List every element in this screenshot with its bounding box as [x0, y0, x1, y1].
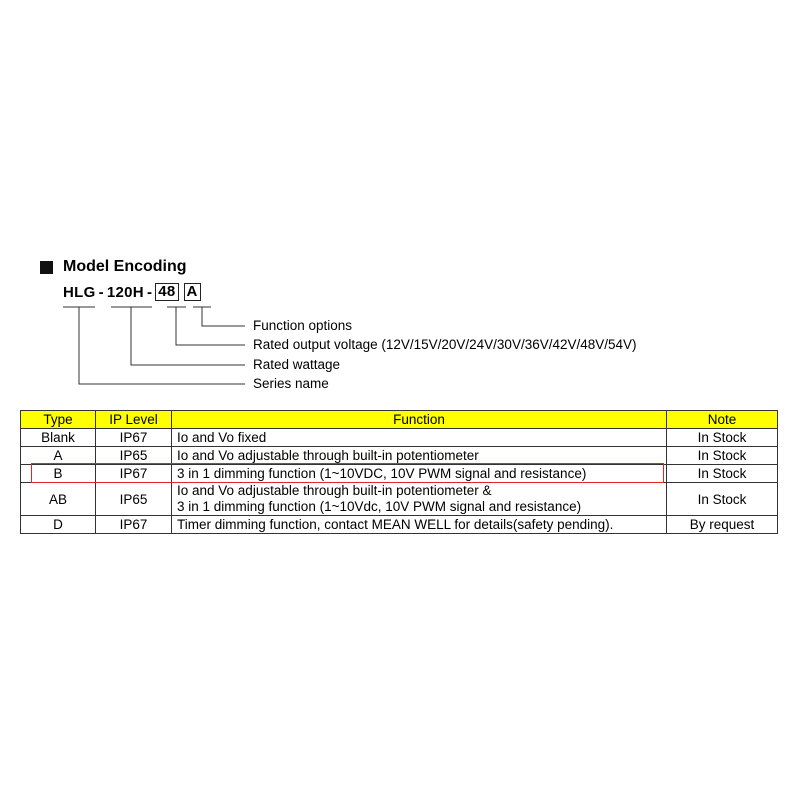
- table-header-row: [21, 411, 778, 429]
- header-function: Function: [172, 411, 667, 429]
- code-separator: -: [146, 283, 153, 301]
- cell-ip: IP67: [96, 516, 172, 534]
- function-table: [20, 410, 778, 534]
- cell-note: By request: [667, 516, 778, 534]
- code-voltage: 48: [155, 283, 178, 301]
- label-function-options: Function options: [253, 318, 353, 333]
- label-rated-voltage: Rated output voltage (12V/15V/20V/24V/30V/36V/42V/48V/54V): [253, 337, 637, 352]
- label-series-name: Series name: [253, 376, 329, 391]
- cell-function-line: Io and Vo adjustable through built-in potentiometer &: [177, 483, 492, 498]
- cell-note: In Stock: [667, 429, 778, 447]
- cell-note: In Stock: [667, 447, 778, 465]
- cell-type: A: [21, 447, 96, 465]
- cell-ip: IP67: [96, 465, 172, 483]
- cell-note: In Stock: [667, 483, 778, 516]
- cell-ip: IP65: [96, 447, 172, 465]
- cell-function-line: 3 in 1 dimming function (1~10Vdc, 10V PWM signal and resistance): [177, 499, 582, 514]
- table-row: [21, 429, 778, 447]
- header-ip-level: IP Level: [96, 411, 172, 429]
- cell-type: Blank: [21, 429, 96, 447]
- cell-function: Io and Vo adjustable through built-in potentiometer: [172, 447, 667, 465]
- code-function: A: [184, 283, 201, 301]
- table-row: [21, 447, 778, 465]
- cell-function: Io and Vo fixed: [172, 429, 667, 447]
- cell-function: [172, 483, 667, 516]
- header-note: Note: [667, 411, 778, 429]
- heading-text: Model Encoding: [63, 258, 187, 275]
- cell-note: In Stock: [667, 465, 778, 483]
- table-row: [21, 483, 778, 516]
- cell-type: AB: [21, 483, 96, 516]
- cell-type: B: [21, 465, 96, 483]
- code-series: HLG: [63, 283, 96, 301]
- header-type: Type: [21, 411, 96, 429]
- table-row: [21, 516, 778, 534]
- cell-function: Timer dimming function, contact MEAN WELL for details(safety pending).: [172, 516, 667, 534]
- table-row-highlighted: [21, 465, 778, 483]
- cell-ip: IP67: [96, 429, 172, 447]
- code-separator: -: [98, 283, 104, 301]
- cell-ip: IP65: [96, 483, 172, 516]
- cell-function: 3 in 1 dimming function (1~10VDC, 10V PWM signal and resistance): [172, 465, 667, 483]
- cell-type: D: [21, 516, 96, 534]
- label-rated-wattage: Rated wattage: [253, 357, 341, 372]
- code-wattage: 120H: [106, 283, 144, 301]
